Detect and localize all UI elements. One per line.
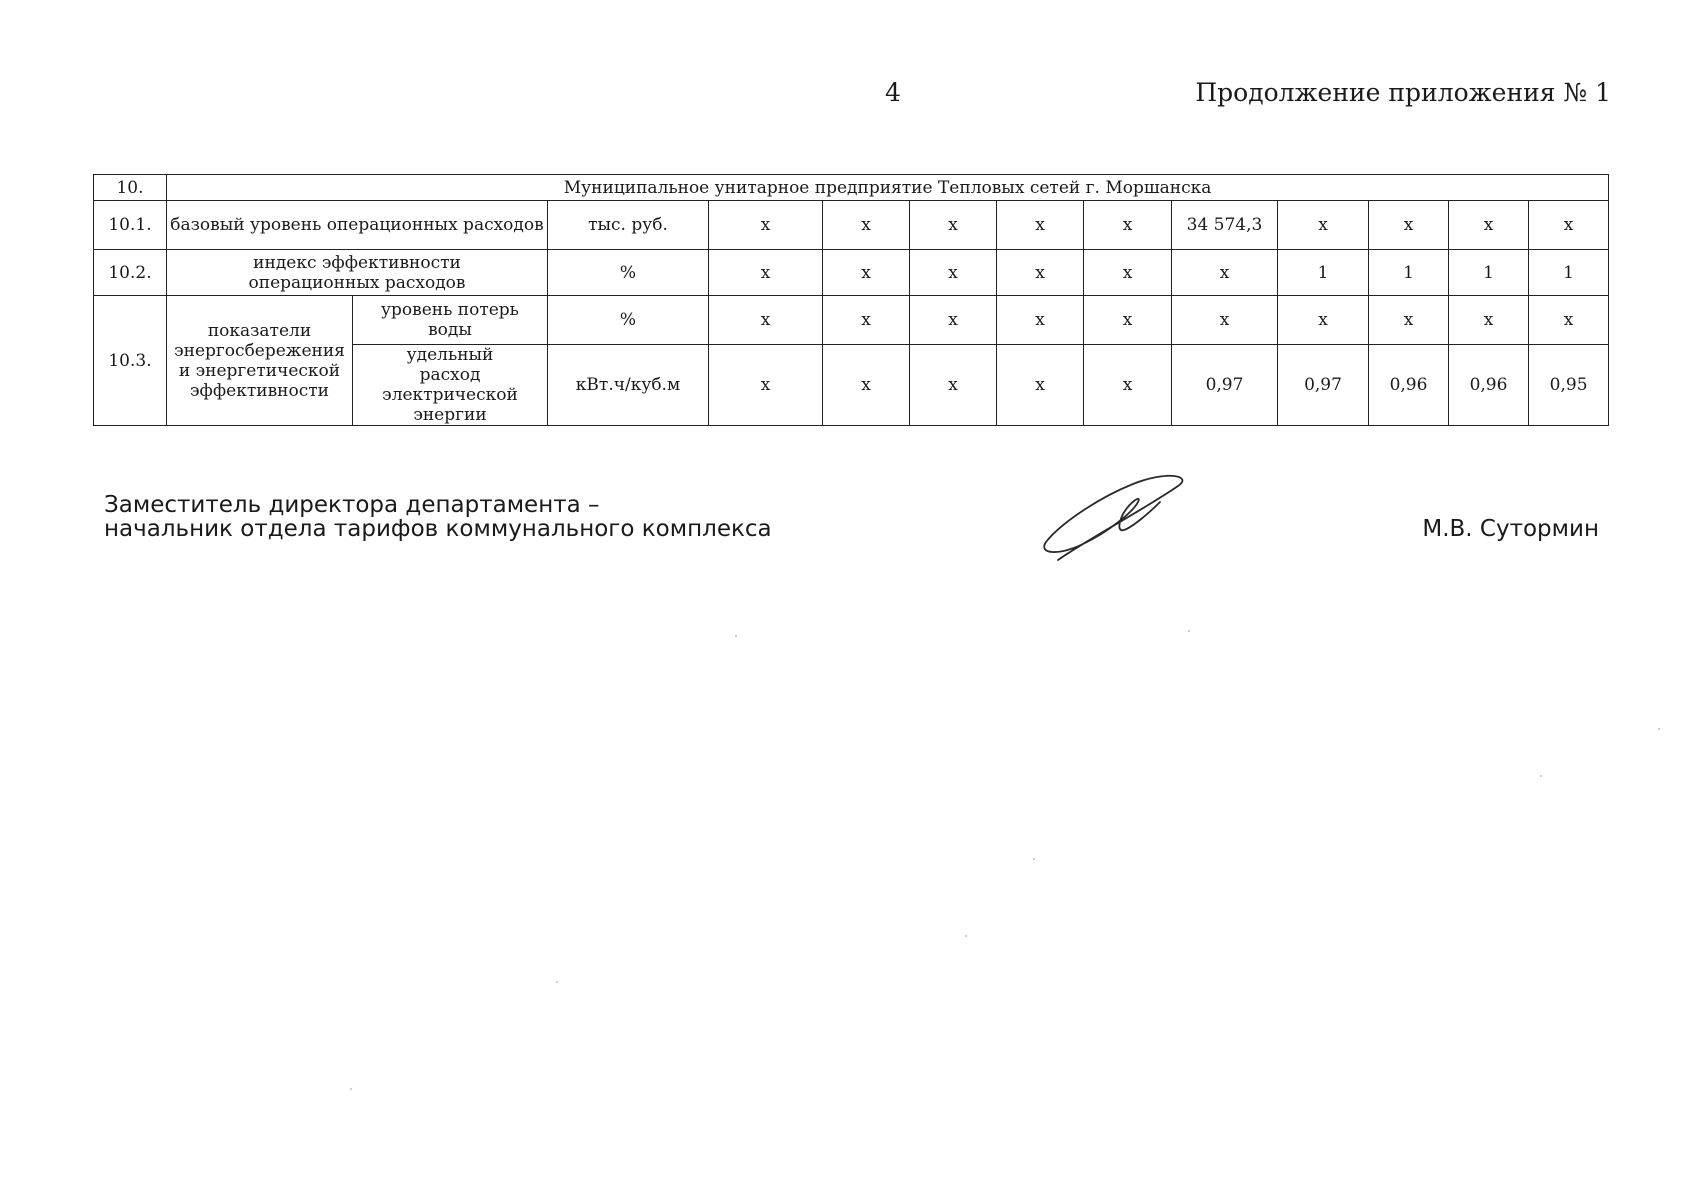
value-cell: х xyxy=(1084,250,1172,296)
value-cell: х xyxy=(1084,201,1172,250)
value-cell: х xyxy=(910,201,997,250)
signatory-title-line-1: Заместитель директора департамента – xyxy=(104,492,600,518)
value-cell: 0,95 xyxy=(1529,345,1609,426)
value-cell: х xyxy=(1529,201,1609,250)
value-cell: х xyxy=(997,345,1084,426)
value-cell: х xyxy=(709,296,823,345)
unit-cell: % xyxy=(548,250,709,296)
table-row xyxy=(94,201,1609,250)
table-row xyxy=(94,296,1609,345)
value-cell: х xyxy=(997,250,1084,296)
value-cell: 1 xyxy=(1278,250,1369,296)
row-number: 10.3. xyxy=(94,296,167,426)
value-cell: х xyxy=(1369,201,1449,250)
signatory-title xyxy=(104,493,772,541)
indicator-label: базовый уровень операционных расходов xyxy=(167,201,548,250)
value-cell: 0,97 xyxy=(1172,345,1278,426)
unit-cell: тыс. руб. xyxy=(548,201,709,250)
value-cell: х xyxy=(910,250,997,296)
value-cell: х xyxy=(997,201,1084,250)
value-cell: х xyxy=(1449,201,1529,250)
value-cell: х xyxy=(709,345,823,426)
value-cell: х xyxy=(1369,296,1449,345)
row-number: 10.1. xyxy=(94,201,167,250)
value-cell: х xyxy=(1172,296,1278,345)
value-cell: х xyxy=(1449,296,1529,345)
signatory-name: М.В. Сутормин xyxy=(1422,516,1599,542)
indicator-label: уровень потерь воды xyxy=(353,296,548,345)
page-number: 4 xyxy=(885,78,901,107)
value-cell: х xyxy=(1172,250,1278,296)
value-cell: 1 xyxy=(1369,250,1449,296)
indicator-label: индекс эффективности операционных расходов xyxy=(167,250,548,296)
value-cell: х xyxy=(823,296,910,345)
value-cell: 0,96 xyxy=(1449,345,1529,426)
value-cell: х xyxy=(1278,201,1369,250)
appendix-label: Продолжение приложения № 1 xyxy=(1195,78,1611,107)
row-number: 10.2. xyxy=(94,250,167,296)
value-cell: х xyxy=(997,296,1084,345)
indicators-table xyxy=(93,174,1609,426)
value-cell: х xyxy=(1529,296,1609,345)
value-cell: х xyxy=(910,296,997,345)
value-cell: 1 xyxy=(1529,250,1609,296)
table-row xyxy=(94,175,1609,201)
value-cell: х xyxy=(1084,345,1172,426)
handwritten-signature xyxy=(1038,472,1198,567)
signatory-title-line-2: начальник отдела тарифов коммунального комплекса xyxy=(104,516,772,542)
table-row xyxy=(94,250,1609,296)
row-number: 10. xyxy=(94,175,167,201)
unit-cell: % xyxy=(548,296,709,345)
value-cell: х xyxy=(910,345,997,426)
value-cell: 0,97 xyxy=(1278,345,1369,426)
value-cell: 34 574,3 xyxy=(1172,201,1278,250)
value-cell: 1 xyxy=(1449,250,1529,296)
value-cell: х xyxy=(823,250,910,296)
indicator-group-label: показатели энергосбережения и энергетической эффективности xyxy=(167,296,353,426)
value-cell: х xyxy=(823,345,910,426)
value-cell: х xyxy=(1278,296,1369,345)
value-cell: х xyxy=(709,201,823,250)
value-cell: 0,96 xyxy=(1369,345,1449,426)
value-cell: х xyxy=(709,250,823,296)
unit-cell: кВт.ч/куб.м xyxy=(548,345,709,426)
value-cell: х xyxy=(1084,296,1172,345)
value-cell: х xyxy=(823,201,910,250)
indicator-label: удельный расход электрической энергии xyxy=(353,345,548,426)
organization-name: Муниципальное унитарное предприятие Тепловых сетей г. Моршанска xyxy=(167,175,1609,201)
